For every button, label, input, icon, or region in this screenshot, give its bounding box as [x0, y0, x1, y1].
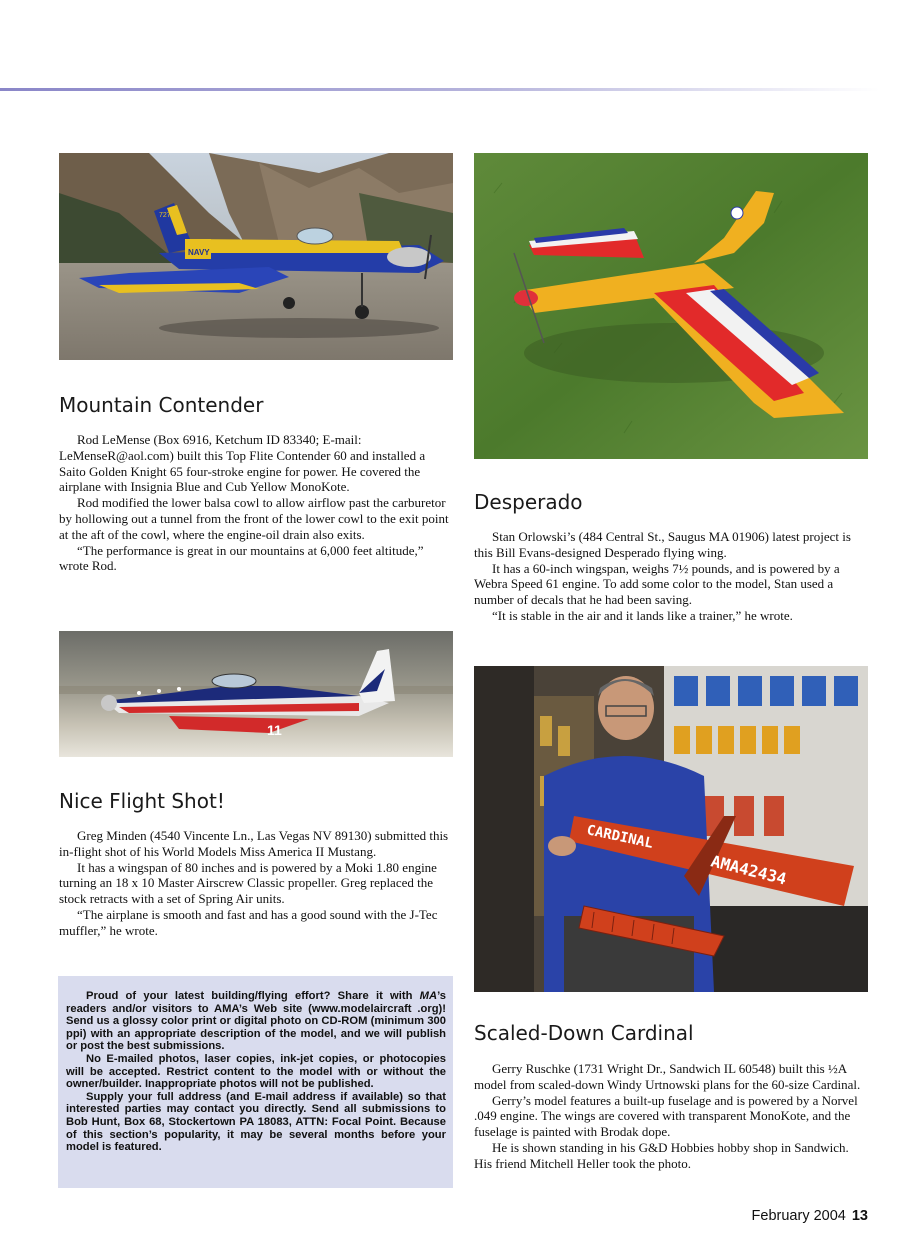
paragraph: Greg Minden (4540 Vincente Ln., Las Vegas NV 89130) submitted this in-flight shot of his World Models Miss America II Mustang. [59, 828, 449, 859]
page-footer [752, 1208, 868, 1224]
paragraph: “The airplane is smooth and fast and has a good sound with the J-Tec muffler,” he wrote. [59, 906, 438, 938]
paragraph: Stan Orlowski’s (484 Central St., Saugus MA 01906) latest project is this Bill Evans-designed Desperado flying wing. [474, 529, 851, 560]
header-rule [0, 88, 880, 91]
photo-mountain-contender [59, 153, 453, 360]
paragraph: He is shown standing in his G&D Hobbies hobby shop in Sandwich. His friend Mitchell Heller took the photo. [474, 1139, 849, 1171]
heading-scaled-down-cardinal: Scaled-Down Cardinal [474, 1021, 694, 1045]
photo-nice-flight-shot [59, 631, 453, 757]
paragraph: “The performance is great in our mountains at 6,000 feet altitude,” wrote Rod. [59, 542, 424, 574]
contender-navy-label: NAVY [188, 248, 210, 257]
cardinal-wing-label: AMA42434 [709, 851, 789, 889]
paragraph: Gerry Ruschke (1731 Wright Dr., Sandwich IL 60548) built this ½A model from scaled-down Windy Urtnowski plans for the 60-size Cardinal. [474, 1061, 861, 1092]
paragraph: It has a wingspan of 80 inches and is powered by a Moki 1.80 engine turning an 18 x 10 Master Airscrew Classic propeller. Greg replaced the stock retracts with a set of Spring Air units. [59, 859, 437, 907]
cardinal-fuselage-label: CARDINAL [585, 822, 655, 852]
heading-desperado: Desperado [474, 490, 583, 514]
issue-date: February 2004 [751, 1208, 846, 1224]
photo-scaled-down-cardinal [474, 666, 868, 992]
callout-paragraph: Proud of your latest building/flying effort? Share it with MA’s readers and/or visitors to AMA’s Web site (www.modelaircraft .org)! Send us a glossy color print or digital photo on CD-ROM (minimum 300 ppi) with an appropriate description of the model, and we will publish or post the best submissions. [66, 990, 446, 1053]
contender-tail-number: 7274 [159, 212, 175, 219]
paragraph: “It is stable in the air and it lands like a trainer,” he wrote. [492, 607, 793, 623]
paragraph: Gerry’s model features a built-up fuselage and is powered by a Norvel .049 engine. The wings are covered with transparent MonoKote, and the fuselage is painted with Brodak dope. [474, 1092, 858, 1140]
article-scaled-down-cardinal [474, 1061, 868, 1172]
callout-paragraph: Supply your full address (and E-mail address if available) so that interested parties may contact you directly. Send all submissions to Bob Hunt, Box 68, Stockertown PA 18083, ATTN: Focal Point. Because of this section’s popularity, it may be several months before your model is featured. [66, 1090, 446, 1154]
heading-nice-flight-shot: Nice Flight Shot! [59, 789, 225, 813]
paragraph: Rod LeMense (Box 6916, Ketchum ID 83340; E-mail: LeMenseR@aol.com) built this Top Flite Contender 60 and installed a Saito Golden Knight 65 four-stroke engine for power. He covered the airplane with Insignia Blue and Cub Yellow MonoKote. [59, 432, 426, 495]
paragraph: It has a 60-inch wingspan, weighs 7½ pounds, and is powered by a Webra Speed 61 engine. To add some color to the model, Stan used a number of decals that he had been saving. [474, 560, 840, 608]
article-mountain-contender [59, 432, 453, 574]
ma-emphasis: MA [419, 990, 438, 1002]
article-desperado [474, 529, 868, 624]
mustang-race-number: 11 [267, 722, 282, 738]
article-nice-flight-shot [59, 828, 453, 939]
callout-paragraph: No E-mailed photos, laser copies, ink-jet copies, or photocopies will be accepted. Restrict content to the model with or without the owner/builder. Inappropriate photos will not be published. [66, 1052, 446, 1091]
heading-mountain-contender: Mountain Contender [59, 393, 264, 417]
photo-desperado [474, 153, 868, 459]
page-number: 13 [851, 1208, 868, 1224]
paragraph: Rod modified the lower balsa cowl to allow airflow past the carburetor by hollowing out a tunnel from the front of the lower cowl to the exit point at the aft of the cowl, where the engine-oil drain also exits. [59, 495, 449, 542]
submission-callout [58, 976, 453, 1188]
